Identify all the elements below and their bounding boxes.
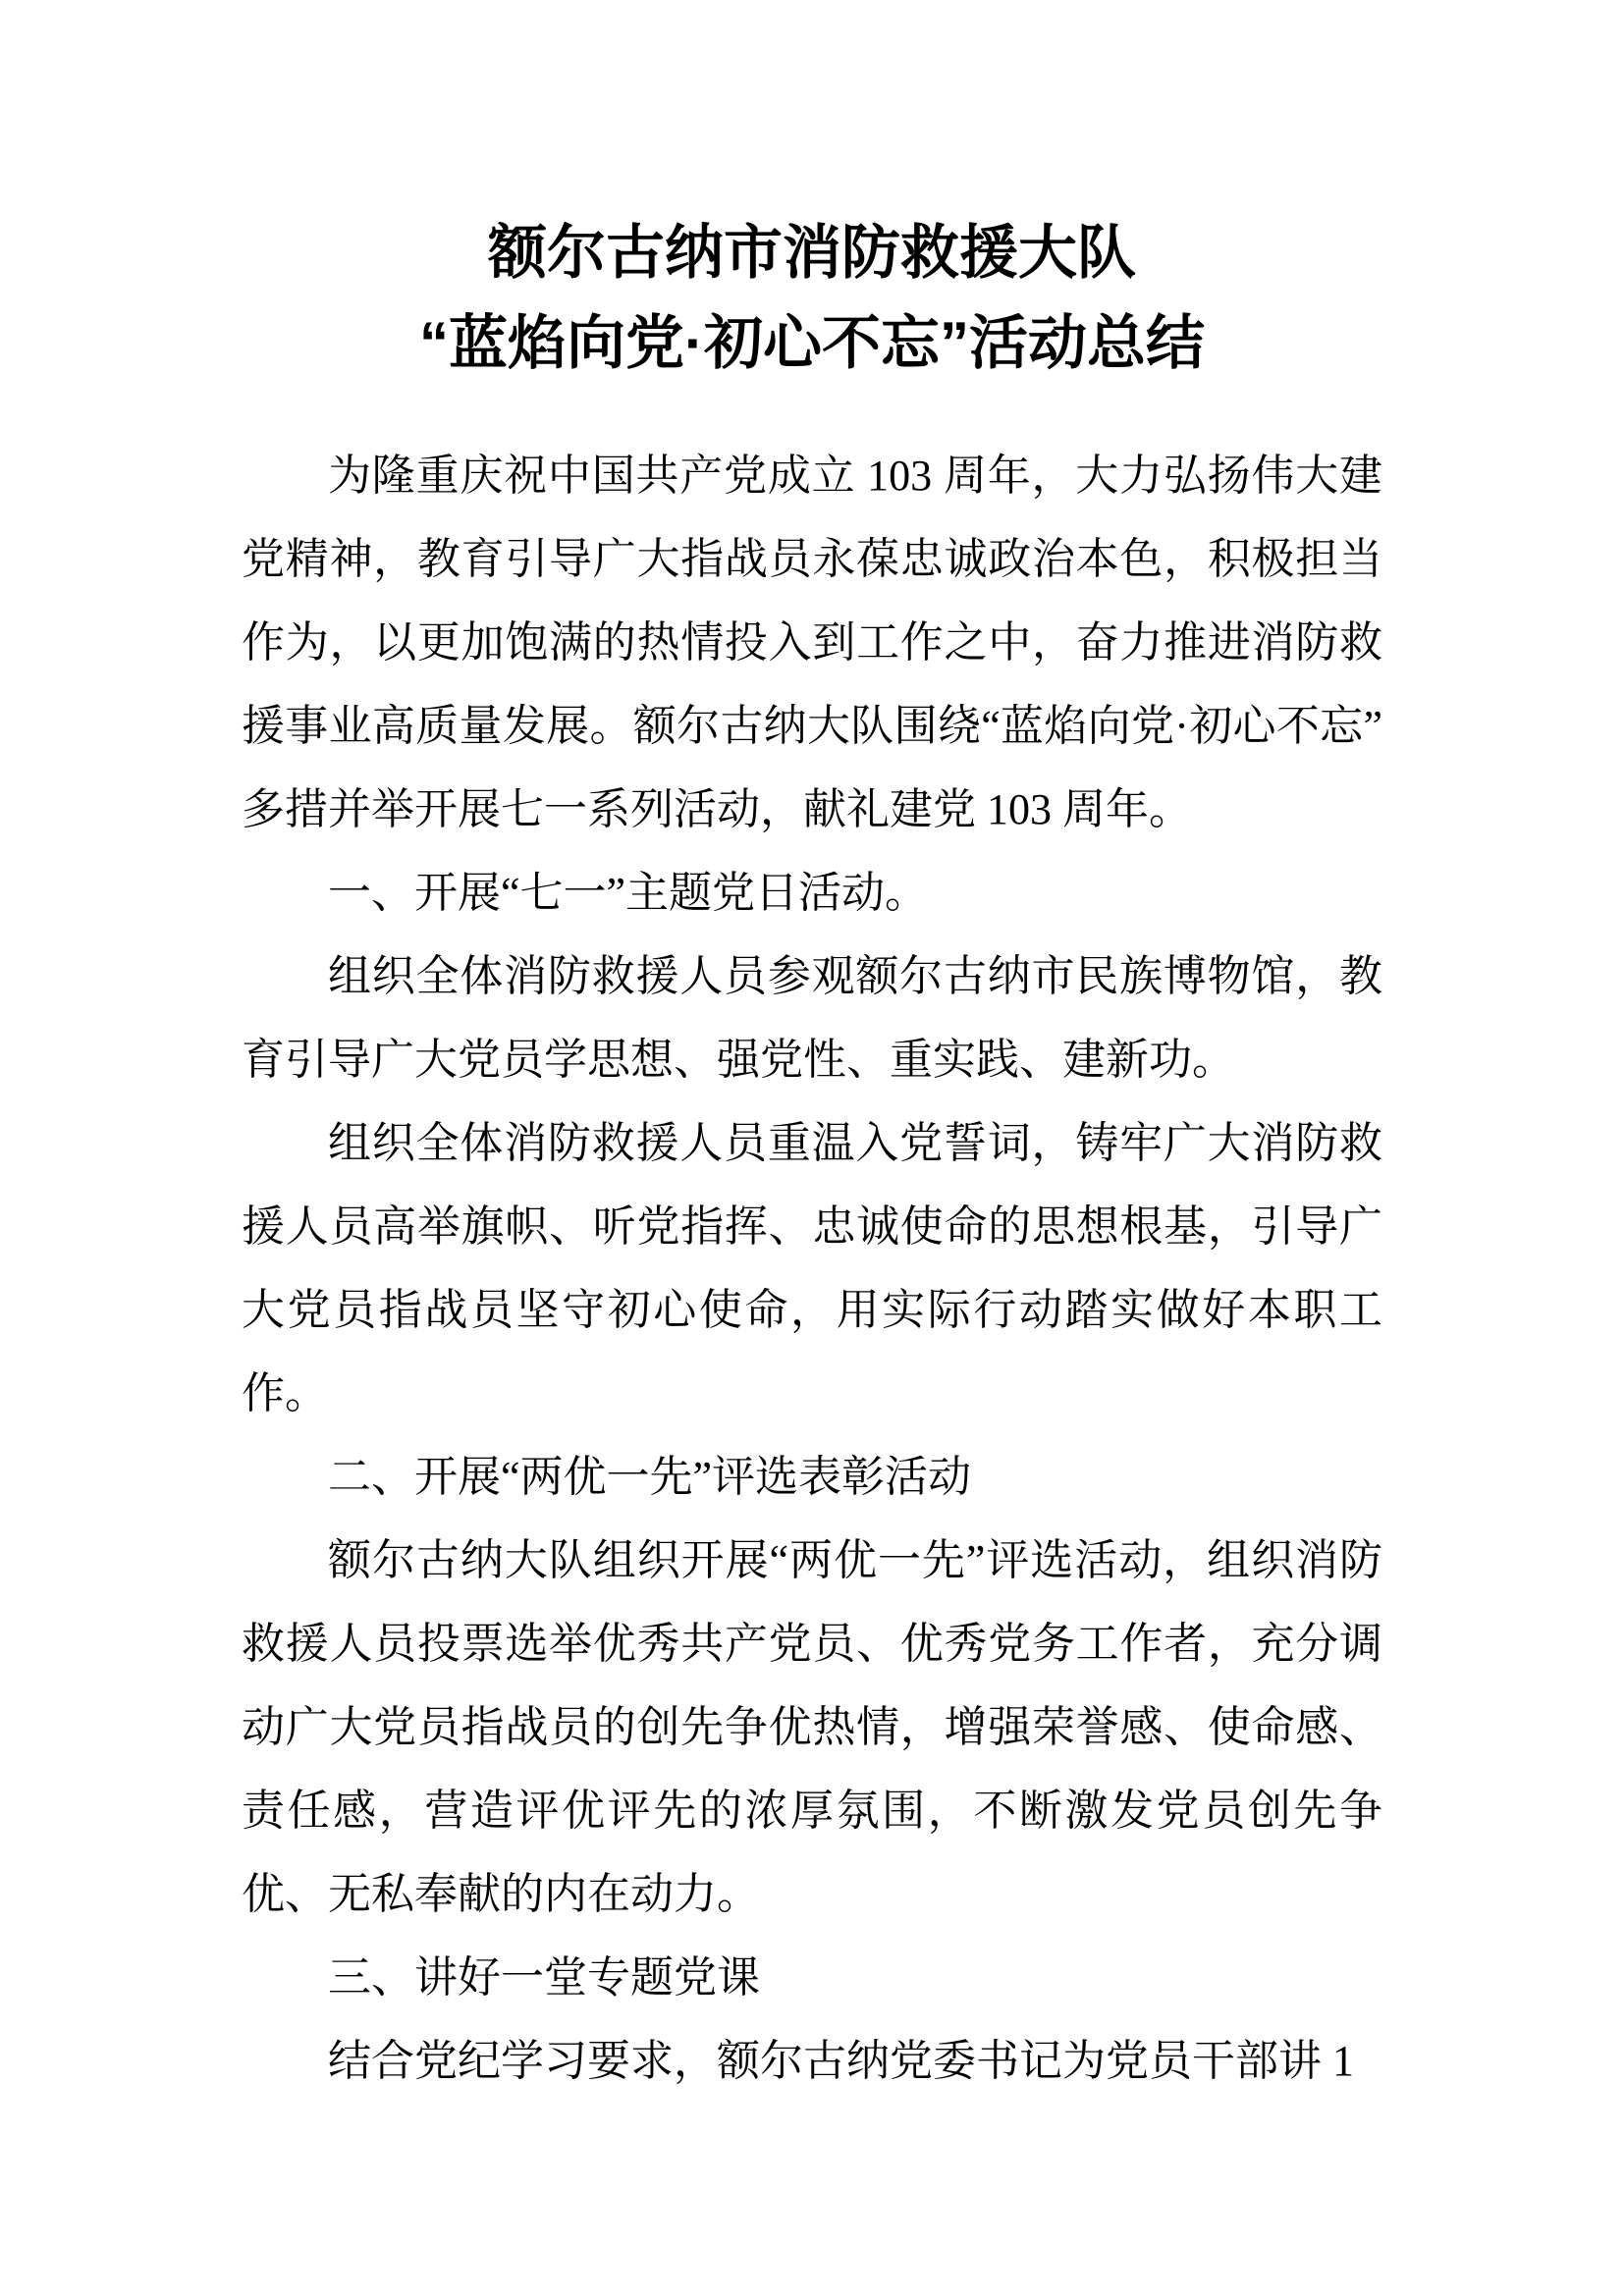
paragraph: 额尔古纳大队组织开展“两优一先”评选活动，组织消防救援人员投票选举优秀共产党员、优秀党务工作者，充分调动广大党员指战员的创先争优热情，增强荣誉感、使命感、责任感，营造评优评先的浓厚氛围，不断激发党员创先争优、无私奉献的内在动力。 [242,1536,1382,1918]
document-title-line1: 额尔古纳市消防救援大队 [488,220,1136,286]
document-title-line2: “蓝焰向党·初心不忘”活动总结 [419,310,1205,376]
paragraph: 为隆重庆祝中国共产党成立 103 周年，大力弘扬伟大建党精神，教育引导广大指战员永葆忠诚政治本色，积极担当作为，以更加饱满的热情投入到工作之中，奋力推进消防救援事业高质量发展。额尔古纳大队围绕“蓝焰向党·初心不忘”多措并举开展七一系列活动，献礼建党 103 周年。 [242,452,1382,833]
paragraph: 组织全体消防救援人员重温入党誓词，铸牢广大消防救援人员高举旗帜、听党指挥、忠诚使命的思想根基，引导广大党员指战员坚守初心使命，用实际行动踏实做好本职工作。 [242,1119,1382,1417]
document-body [242,434,1382,2103]
document-title [0,0,1624,389]
paragraph: 组织全体消防救援人员参观额尔古纳市民族博物馆，教育引导广大党员学思想、强党性、重实践、建新功。 [242,952,1382,1084]
section-heading: 二、开展“两优一先”评选表彰活动 [328,1453,972,1501]
section-heading: 一、开展“七一”主题党日活动。 [328,869,929,917]
section-heading: 三、讲好一堂专题党课 [328,1953,760,2002]
paragraph: 结合党纪学习要求，额尔古纳党委书记为党员干部讲 1 [328,2037,1354,2085]
